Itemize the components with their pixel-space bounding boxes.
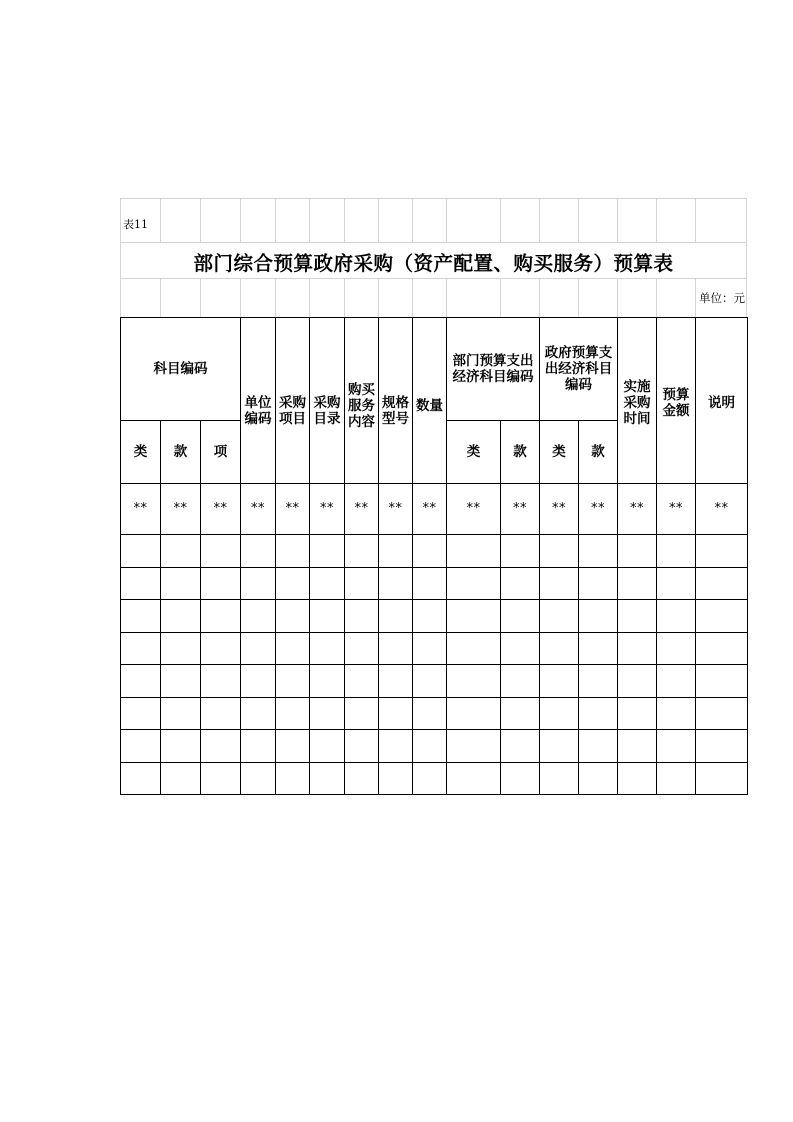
table-cell: [276, 697, 310, 730]
placeholder-cell: **: [201, 484, 241, 535]
table-cell: [657, 567, 696, 600]
table-cell: [540, 730, 579, 763]
table-cell: [241, 567, 276, 600]
table-cell: [241, 535, 276, 568]
table-cell: [379, 632, 413, 665]
table-cell: [413, 535, 447, 568]
table-cell: [657, 632, 696, 665]
placeholder-cell: **: [345, 484, 379, 535]
table-cell: [310, 567, 345, 600]
table-cell: [310, 535, 345, 568]
table-cell: [447, 730, 501, 763]
placeholder-cell: **: [276, 484, 310, 535]
table-cell: [345, 730, 379, 763]
placeholder-cell: **: [447, 484, 501, 535]
empty-row: [121, 632, 748, 665]
header-subject-item: 项: [201, 421, 241, 484]
table-cell: [413, 730, 447, 763]
placeholder-cell: **: [241, 484, 276, 535]
header-subject-section: 款: [161, 421, 201, 484]
table-cell: [161, 730, 201, 763]
table-cell: [161, 567, 201, 600]
table-cell: [501, 535, 540, 568]
table-cell: [201, 762, 241, 795]
table-cell: [696, 567, 748, 600]
table-cell: [501, 730, 540, 763]
table-cell: [413, 600, 447, 633]
header-purchase-catalog: 采购目录: [310, 318, 345, 484]
table-cell: [657, 762, 696, 795]
header-remark: 说明: [696, 318, 748, 484]
table-cell: [201, 632, 241, 665]
table-cell: [276, 632, 310, 665]
placeholder-cell: **: [579, 484, 618, 535]
table-cell: [696, 600, 748, 633]
table-cell: [657, 730, 696, 763]
table-cell: [310, 762, 345, 795]
table-cell: [540, 762, 579, 795]
placeholder-cell: **: [618, 484, 657, 535]
placeholder-row: [121, 484, 748, 535]
table-cell: [413, 762, 447, 795]
empty-row: [121, 665, 748, 698]
table-cell: [413, 632, 447, 665]
header-impl-time: 实施采购时间: [618, 318, 657, 484]
table-cell: [696, 535, 748, 568]
table-cell: [345, 535, 379, 568]
table-cell: [501, 632, 540, 665]
table-cell: [379, 730, 413, 763]
table-cell: [657, 665, 696, 698]
placeholder-cell: **: [540, 484, 579, 535]
table-cell: [540, 600, 579, 633]
header-quantity: 数量: [413, 318, 447, 484]
table-cell: [201, 665, 241, 698]
table-cell: [579, 730, 618, 763]
table-cell: [696, 632, 748, 665]
table-cell: [540, 535, 579, 568]
table-cell: [345, 665, 379, 698]
placeholder-cell: **: [413, 484, 447, 535]
header-subject-class: 类: [121, 421, 161, 484]
table-cell: [310, 665, 345, 698]
table-cell: [657, 697, 696, 730]
header-gov-econ-class: 类: [540, 421, 579, 484]
table-cell: [276, 730, 310, 763]
table-cell: [579, 697, 618, 730]
table-cell: [121, 600, 161, 633]
table-cell: [618, 535, 657, 568]
table-cell: [276, 567, 310, 600]
table-cell: [501, 762, 540, 795]
table-cell: [161, 535, 201, 568]
table-cell: [540, 665, 579, 698]
header-dept-econ-code: 部门预算支出经济科目编码: [447, 318, 540, 421]
table-cell: [121, 567, 161, 600]
table-cell: [540, 632, 579, 665]
table-cell: [379, 600, 413, 633]
table-cell: [447, 697, 501, 730]
table-cell: [579, 567, 618, 600]
table-cell: [345, 567, 379, 600]
table-cell: [161, 632, 201, 665]
header-purchase-item: 采购项目: [276, 318, 310, 484]
table-cell: [540, 697, 579, 730]
table-cell: [310, 632, 345, 665]
header-budget-amount: 预算金额: [657, 318, 696, 484]
table-cell: [345, 632, 379, 665]
empty-row: [121, 600, 748, 633]
table-cell: [447, 665, 501, 698]
table-cell: [345, 762, 379, 795]
table-cell: [579, 600, 618, 633]
table-cell: [579, 632, 618, 665]
table-cell: [310, 697, 345, 730]
empty-row: [121, 762, 748, 795]
placeholder-cell: **: [379, 484, 413, 535]
table-cell: [501, 600, 540, 633]
table-cell: [657, 535, 696, 568]
table-cell: [696, 730, 748, 763]
table-cell: [201, 697, 241, 730]
table-cell: [447, 600, 501, 633]
table-cell: [241, 730, 276, 763]
placeholder-cell: **: [310, 484, 345, 535]
header-unit-code: 单位编码: [241, 318, 276, 484]
table-cell: [121, 665, 161, 698]
table-cell: [276, 600, 310, 633]
table-cell: [696, 762, 748, 795]
table-cell: [121, 730, 161, 763]
header-spec-model: 规格型号: [379, 318, 413, 484]
table-cell: [121, 535, 161, 568]
page-title: 部门综合预算政府采购（资产配置、购买服务）预算表: [193, 252, 674, 275]
sheet-label: 表11: [123, 218, 148, 231]
header-dept-econ-section: 款: [501, 421, 540, 484]
table-cell: [501, 697, 540, 730]
table-cell: [161, 697, 201, 730]
table-cell: [241, 697, 276, 730]
table-cell: [501, 567, 540, 600]
placeholder-cell: **: [501, 484, 540, 535]
header-dept-econ-class: 类: [447, 421, 501, 484]
table-cell: [241, 762, 276, 795]
table-cell: [447, 632, 501, 665]
table-cell: [579, 535, 618, 568]
table-cell: [618, 697, 657, 730]
placeholder-cell: **: [161, 484, 201, 535]
header-gov-econ-section: 款: [579, 421, 618, 484]
budget-table: [120, 317, 748, 795]
table-cell: [657, 600, 696, 633]
table-cell: [379, 762, 413, 795]
table-cell: [310, 600, 345, 633]
empty-row: [121, 730, 748, 763]
table-cell: [379, 697, 413, 730]
table-cell: [201, 567, 241, 600]
table-cell: [413, 567, 447, 600]
table-cell: [121, 762, 161, 795]
table-cell: [618, 600, 657, 633]
header-subject-code: 科目编码: [121, 318, 241, 421]
table-cell: [696, 665, 748, 698]
empty-row: [121, 535, 748, 568]
empty-row: [121, 567, 748, 600]
table-cell: [618, 730, 657, 763]
table-cell: [501, 665, 540, 698]
placeholder-cell: **: [121, 484, 161, 535]
header-gov-econ-code: 政府预算支出经济科目编码: [540, 318, 618, 421]
table-cell: [379, 567, 413, 600]
table-cell: [413, 665, 447, 698]
table-cell: [447, 535, 501, 568]
placeholder-cell: **: [657, 484, 696, 535]
table-cell: [241, 632, 276, 665]
table-cell: [276, 535, 310, 568]
table-cell: [121, 697, 161, 730]
table-cell: [345, 600, 379, 633]
table-cell: [276, 665, 310, 698]
empty-row: [121, 697, 748, 730]
table-cell: [310, 730, 345, 763]
table-cell: [447, 567, 501, 600]
table-cell: [579, 665, 618, 698]
table-cell: [540, 567, 579, 600]
table-cell: [201, 730, 241, 763]
unit-label: 单位：元: [699, 291, 745, 305]
table-cell: [618, 567, 657, 600]
table-cell: [276, 762, 310, 795]
table-cell: [241, 600, 276, 633]
table-cell: [345, 697, 379, 730]
table-cell: [379, 535, 413, 568]
table-cell: [447, 762, 501, 795]
table-cell: [379, 665, 413, 698]
table-cell: [201, 600, 241, 633]
table-cell: [201, 535, 241, 568]
table-cell: [161, 600, 201, 633]
table-cell: [413, 697, 447, 730]
table-cell: [618, 762, 657, 795]
placeholder-cell: **: [696, 484, 748, 535]
header-service-content: 购买服务内容: [345, 318, 379, 484]
table-cell: [121, 632, 161, 665]
table-cell: [618, 632, 657, 665]
table-cell: [696, 697, 748, 730]
table-cell: [618, 665, 657, 698]
table-cell: [161, 665, 201, 698]
table-cell: [161, 762, 201, 795]
table-cell: [241, 665, 276, 698]
table-cell: [579, 762, 618, 795]
